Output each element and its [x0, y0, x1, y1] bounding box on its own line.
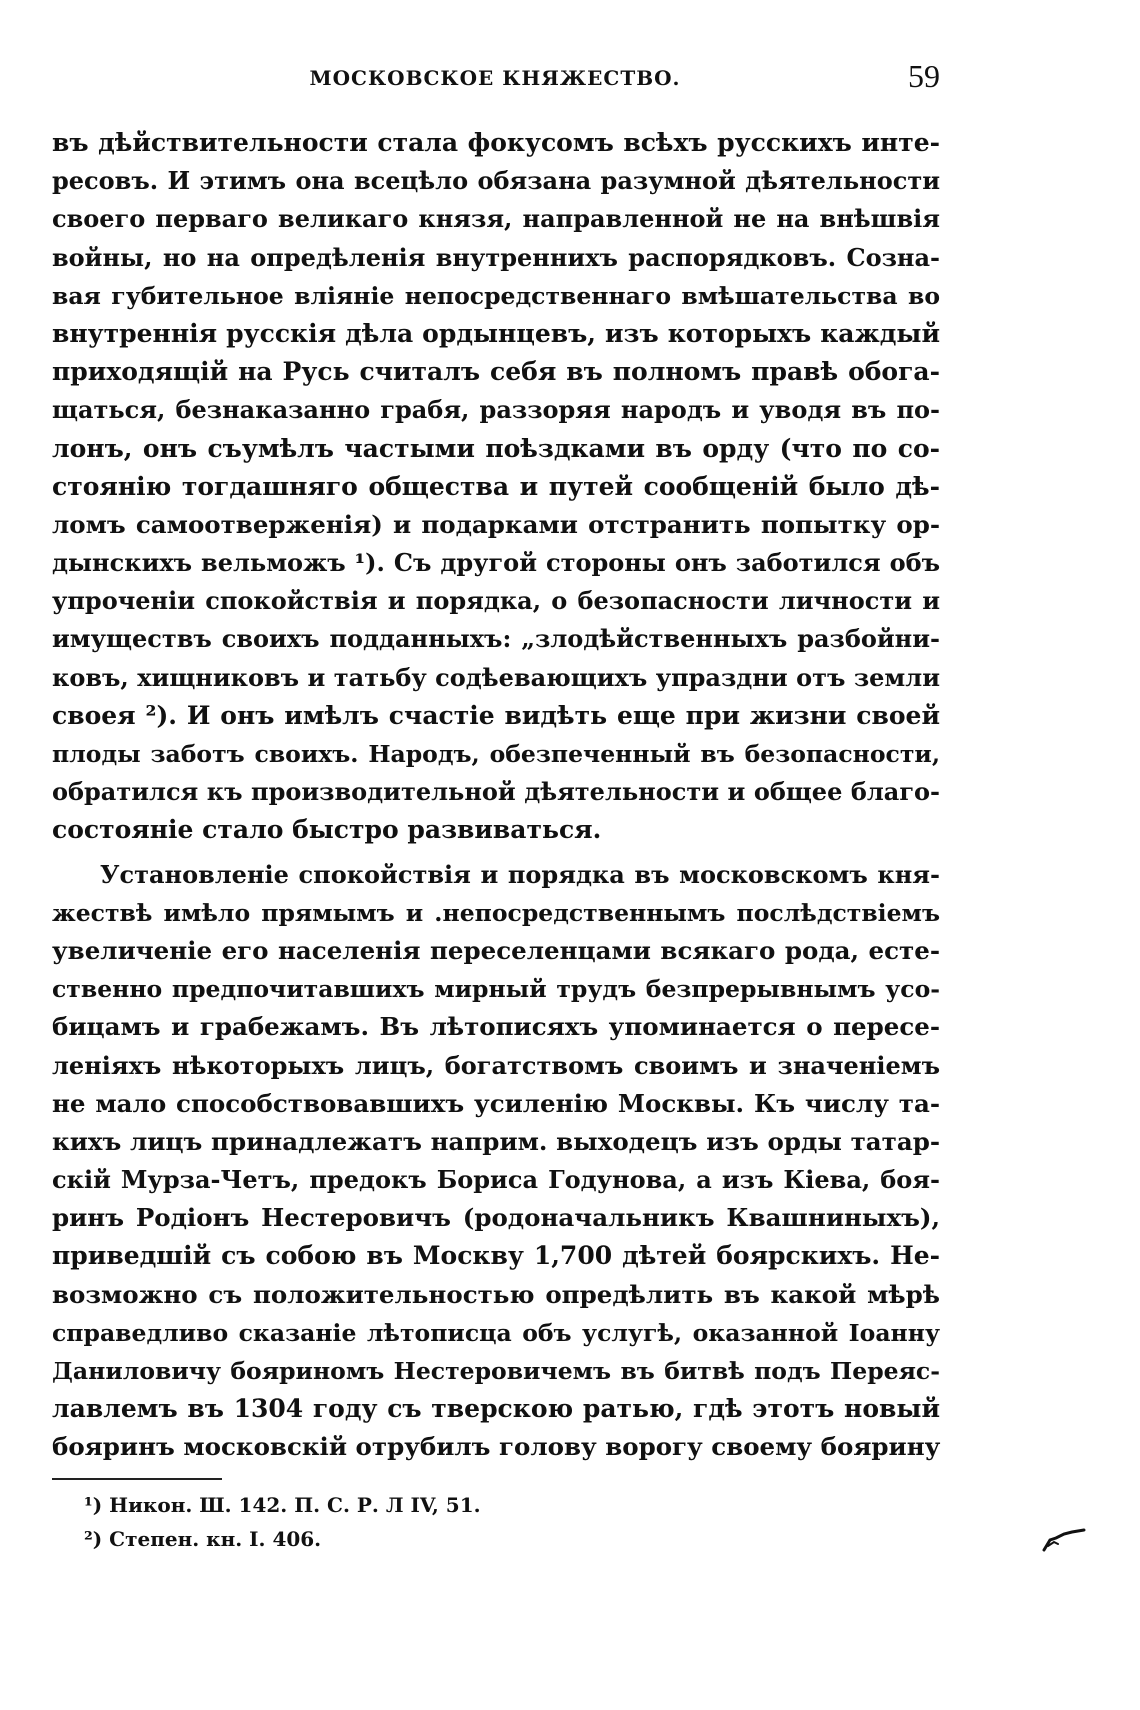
text-line: справедливо сказаніе лѣтописца объ услугѣ, оказанной Іоанну — [52, 1318, 940, 1347]
paragraph — [52, 856, 940, 1467]
text-line: стоянію тогдашняго общества и путей сообщеній было дѣ- — [52, 471, 940, 501]
text-line: бояринъ московскій отрубилъ голову ворогу своему боярину — [52, 1432, 941, 1462]
text-line: приходящій на Русь считалъ себя въ полномъ правѣ обога- — [52, 357, 940, 387]
text-line: кихъ лицъ принадлежатъ наприм. выходецъ изъ орды татар- — [52, 1126, 940, 1156]
text-line: своего перваго великаго князя, направленной не на внѣшвія — [52, 204, 940, 234]
text-line: лавлемъ въ 1304 году съ тверскою ратью, гдѣ этотъ новый — [52, 1394, 940, 1424]
text-line: скій Мурза-Четъ, предокъ Бориса Годунова, а изъ Кіева, боя- — [52, 1165, 940, 1195]
text-line: состояніе стало быстро развиваться. — [52, 815, 602, 845]
text-line: вая губительное вліяніе непосредственнаго вмѣшательства во — [52, 281, 940, 310]
text-line: лонъ, онъ съумѣлъ частыми поѣздками въ орду (что по со- — [52, 433, 940, 463]
footnote: ²) Степен. кн. I. 406. — [84, 1527, 322, 1551]
text-line: ресовъ. И этимъ она всецѣло обязана разумной дѣятельности — [52, 166, 940, 196]
text-line: не мало способствовавшихъ усиленію Москвы. Къ числу та- — [52, 1088, 940, 1118]
text-line: ковъ, хищниковъ и татьбу содѣевающихъ упраздни отъ земли — [52, 662, 940, 692]
text-line: своея ²). И онъ имѣлъ счастіе видѣть еще при жизни своей — [52, 700, 940, 730]
page-number: 59 — [908, 58, 940, 94]
text-line: ственно предпочитавшихъ мирный трудъ безпрерывнымъ усо- — [52, 975, 940, 1004]
footnotes — [84, 1488, 684, 1556]
footnote: ¹) Никон. Ш. 142. П. С. Р. Л IV, 51. — [84, 1493, 481, 1517]
footnote-rule — [52, 1478, 222, 1480]
text-line: упроченіи спокойствія и порядка, о безопасности личности и — [52, 586, 940, 616]
text-line: обратился къ производительной дѣятельности и общее благо- — [52, 777, 940, 807]
body-text — [52, 124, 940, 1467]
text-line: въ дѣйствительности стала фокусомъ всѣхъ русскихъ инте- — [52, 128, 940, 157]
paragraph — [52, 124, 940, 850]
text-line: войны, но на опредѣленія внутреннихъ распорядковъ. Созна- — [52, 242, 940, 272]
pen-stroke-mark — [1042, 1528, 1086, 1552]
text-line: плоды заботъ своихъ. Народъ, обезпеченный въ безопасности, — [52, 740, 940, 768]
text-line: ломъ самоотверженія) и подарками отстранить попытку ор- — [52, 509, 940, 539]
text-line: бицамъ и грабежамъ. Въ лѣтописяхъ упоминается о пересе- — [52, 1012, 940, 1042]
text-line: леніяхъ нѣкоторыхъ лицъ, богатствомъ своимъ и значеніемъ — [52, 1050, 940, 1080]
running-head — [50, 58, 940, 98]
text-line: возможно съ положительностью опредѣлить въ какой мѣрѣ — [52, 1279, 940, 1309]
text-line: Даниловичу бояриномъ Нестеровичемъ въ битвѣ подъ Переяс- — [52, 1357, 940, 1385]
text-line: увеличеніе его населенія переселенцами всякаго рода, есте- — [52, 935, 940, 965]
text-line: внутреннія русскія дѣла ордынцевъ, изъ которыхъ каждый — [52, 318, 940, 348]
text-line: Установленіе спокойствія и порядка въ московскомъ кня- — [100, 859, 940, 889]
text-line: ринъ Родіонъ Нестеровичъ (родоначальникъ Квашниныхъ), — [52, 1203, 940, 1233]
text-line: щаться, безнаказанно грабя, раззоряя народъ и уводя въ по- — [52, 395, 940, 425]
text-line: приведшій съ собою въ Москву 1,700 дѣтей боярскихъ. Не- — [52, 1241, 940, 1271]
text-line: дынскихъ вельможъ ¹). Съ другой стороны онъ заботился объ — [52, 548, 940, 578]
text-line: имуществъ своихъ подданныхъ: „злодѣйственныхъ разбойни- — [52, 624, 940, 654]
running-title: МОСКОВСКОЕ КНЯЖЕСТВО. — [309, 66, 681, 90]
text-line: жествѣ имѣло прямымъ и .непосредственнымъ послѣдствіемъ — [52, 898, 940, 927]
